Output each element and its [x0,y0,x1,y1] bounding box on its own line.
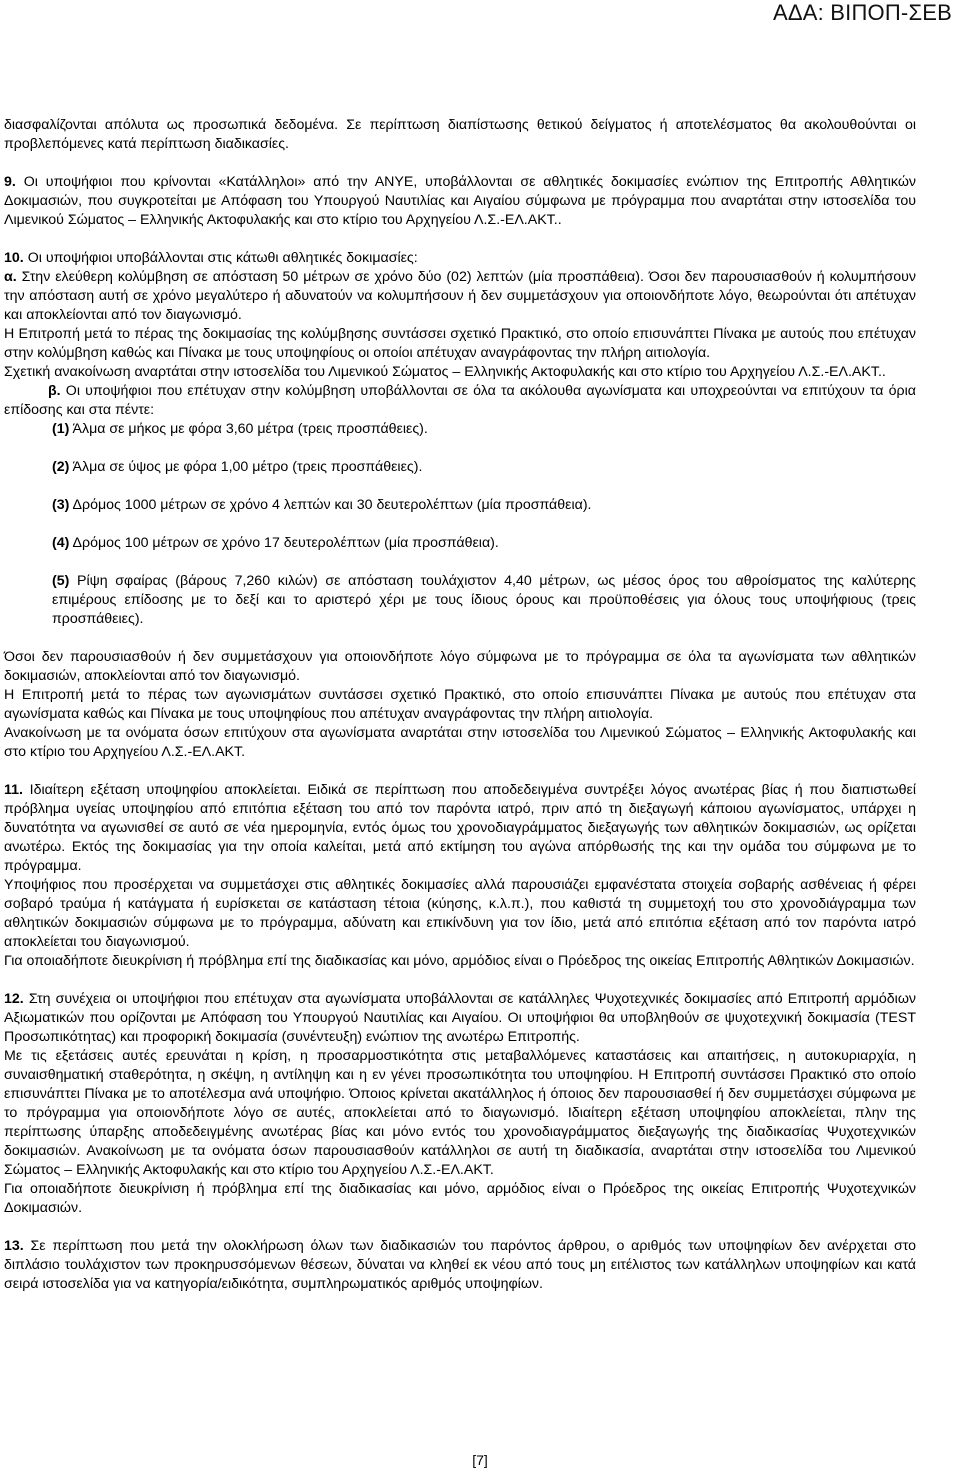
event-2-label: (2) [52,459,70,475]
section-10-after-1: Όσοι δεν παρουσιασθούν ή δεν συμμετάσχουν για οποιονδήποτε λόγο σύμφωνα με το πρόγραμμα σε όλα τα αγωνίσματα των αθλητικών δοκιμασιών, αποκλείονται από τον διαγωνισμό. [4,649,916,684]
event-1 [4,420,916,439]
event-4-text: Δρόμος 100 μέτρων σε χρόνο 17 δευτερολέπτων (μία προσπάθεια). [72,535,499,551]
event-5-label: (5) [52,573,70,589]
event-2-text: Άλμα σε ύψος με φόρα 1,00 μέτρο (τρεις προσπάθειες). [72,459,423,475]
section-10-after-3: Ανακοίνωση με τα ονόματα όσων επιτύχουν στα αγωνίσματα αναρτάται στην ιστοσελίδα του Λιμενικού Σώματος – Ελληνικής Ακτοφυλακής και στο κτίριο του Αρχηγείου Λ.Σ.-ΕΛ.ΑΚΤ. [4,725,916,760]
section-11-text: Ιδιαίτερη εξέταση υποψηφίου αποκλείεται. Ειδικά σε περίπτωση που αποδεδειγμένα συντρέξει λόγος ανωτέρας βίας ή που διαπιστωθεί πρόβλημα υγείας υποψηφίου από επιτόπια εξέταση του από τον παρόντα ιατρό, πριν από τη διεξαγωγή κάποιου αγωνίσματος, υπάρχει η δυνατότητα να αγωνισθεί σε αυτό σε νέα ημερομηνία, εντός όμως του χρονοδιαγράμματος διεξαγωγής των αθλητικών δοκιμασιών, ως ορίζεται ανωτέρω. [4,782,916,855]
section-13 [4,1237,916,1294]
item-a [4,268,916,325]
section-11-p2: Υποψήφιος που προσέρχεται να συμμετάσχει στις αθλητικές δοκιμασίες αλλά παρουσιάζει εμφανέστατα στοιχεία σοβαρής ασθένειας ή φέρει σοβαρό τραύμα ή κατάγματα ή ευρίσκεται σε κατάσταση τέτοια (κύησης, κ.λ.π.), που καθιστά τη συμμετοχή του στο χρονοδιάγραμμα των αθλητικών δοκιμασιών σύμφωνα με το πρόγραμμα, αδύνατη και επικίνδυνη για τον ίδιο, μετά από επιτόπια εξέταση από τον παρόντα ιατρό αποκλείεται του διαγωνισμού. [4,877,916,950]
item-a-label: α. [4,269,17,285]
intro-paragraph: διασφαλίζονται απόλυτα ως προσωπικά δεδομένα. Σε περίπτωση διαπίστωσης θετικού δείγματος ή αποτελέσματος θα ακολουθούνται οι προβλεπόμενες κατά περίπτωση διαδικασίες. [4,117,916,152]
event-1-label: (1) [52,421,70,437]
item-b-text: Οι υποψήφιοι που επέτυχαν στην κολύμβηση υποβάλλονται σε όλα τα ακόλουθα αγωνίσματα και υποχρεούνται να επιτύχουν τα όρια επίδοσης και στα πέντε: [4,383,916,418]
section-12-number: 12. [4,991,24,1007]
section-10-text: Οι υποψήφιοι υποβάλλονται στις κάτωθι αθλητικές δοκιμασίες: [27,250,418,266]
section-10-after-2: Η Επιτροπή μετά το πέρας των αγωνισμάτων συντάσσει σχετικό Πρακτικό, στο οποίο επισυνάπτει Πίνακα με αυτούς που επέτυχαν στα αγωνίσματα καθώς και Πίνακα με τους υποψηφίους που απέτυχαν αναγράφοντας την πλήρη αιτιολογία. [4,687,916,722]
section-9-number: 9. [4,174,16,190]
section-10-number: 10. [4,250,24,266]
event-3-text: Δρόμος 1000 μέτρων σε χρόνο 4 λεπτών και 30 δευτερολέπτων (μία προσπάθεια). [72,497,592,513]
event-2 [4,458,916,477]
event-1-text: Άλμα σε μήκος με φόρα 3,60 μέτρα (τρεις προσπάθειες). [72,421,428,437]
section-12-p3: Για οποιαδήποτε διευκρίνιση ή πρόβλημα επί της διαδικασίας και μόνο, αρμόδιος είναι ο Πρόεδρος της οικείας Επιτροπής Ψυχοτεχνικών Δοκιμασιών. [4,1181,916,1216]
section-13-text: Σε περίπτωση που μετά την ολοκλήρωση όλων των διαδικασιών του παρόντος άρθρου, ο αριθμός των υποψηφίων δεν ανέρχεται στο διπλάσιο τουλάχιστον των προκηρυσσόμενων θέσεων, δύναται να κληθεί εκ νέου από τους μη ειτέλιστος των κατάλληλων υποψηφίων και κατά σειρά ιστοσελίδα για να κατηγορία/ειδικότητα, συμπληρωματικός αριθμός υποψηφίων. [4,1238,916,1292]
section-9-text: Οι υποψήφιοι που κρίνονται «Κατάλληλοι» από την ΑΝΥΕ, υποβάλλονται σε αθλητικές δοκιμασίες ενώπιον της Επιτροπής Αθλητικών Δοκιμασιών, που συγκροτείται με Απόφαση του Υπουργού Ναυτιλίας και Αιγαίου σύμφωνα με πρόγραμμα που αναρτάται στην ιστοσελίδα του Λιμενικού Σώματος – Ελληνικής Ακτοφυλακής και στο κτίριο του Αρχηγείου Λ.Σ.-ΕΛ.ΑΚΤ.. [4,174,916,228]
item-b-label: β. [48,383,61,399]
section-12-text: Στη συνέχεια οι υποψήφιοι που επέτυχαν στα αγωνίσματα υποβάλλονται σε κατάλληλες Ψυχοτεχνικές δοκιμασίες από Επιτροπή αρμόδιων Αξιωματικών που ορίζονται με Απόφαση του Υπουργού Ναυτιλίας και Αιγαίου. Οι υποψήφιοι θα υποβληθούν σε ψυχοτεχνική δοκιμασία (TEST Προσωπικότητας) και προφορική δοκιμασία (συνέντευξη) ενώπιον της ανωτέρω Επιτροπής. [4,991,916,1045]
event-5 [4,572,916,629]
item-b [4,382,916,420]
event-4 [4,534,916,553]
event-5-text: Ρίψη σφαίρας (βάρους 7,260 κιλών) σε απόσταση τουλάχιστον 4,40 μέτρων, ως μέσος όρος του αθροίσματος της καλύτερης επιμέρους επίδοσης με το δεξί και το αριστερό χέρι με τους ίδιους όρους και προϋποθέσεις για όλους τους υποψήφιους (τρεις προσπάθειες). [52,573,916,627]
section-11-text-b: Εκτός της δοκιμασίας για την οποία καλείται, μετά από εκτίμηση του αγώνα απόρθωσής της και την ομάδα του σύμφωνα με το πρόγραμμα. [4,839,916,874]
ada-code: ΑΔΑ: ΒΙΠΟΠ-ΣΕΒ [772,0,952,25]
event-3-label: (3) [52,497,70,513]
section-13-number: 13. [4,1238,24,1254]
item-a-committee: Η Επιτροπή μετά το πέρας της δοκιμασίας της κολύμβησης συντάσσει σχετικό Πρακτικό, στο οποίο επισυνάπτει Πίνακα με αυτούς που επέτυχαν στην κολύμβηση καθώς και Πίνακα με τους υποψηφίους οι οποίοι απέτυχαν αναγράφοντας την πλήρη αιτιολογία. [4,326,916,361]
section-11-p3: Για οποιαδήποτε διευκρίνιση ή πρόβλημα επί της διαδικασίας και μόνο, αρμόδιος είναι ο Πρόεδρος της οικείας Επιτροπής Αθλητικών Δοκιμασιών. [4,953,915,969]
section-11 [4,781,916,876]
section-9 [4,173,916,230]
section-12-p2: Με τις εξετάσεις αυτές ερευνάται η κρίση, η προσαρμοστικότητα στις μεταβαλλόμενες καταστάσεις και απαιτήσεις, η αυτοκυριαρχία, η συναισθηματική σταθερότητα, η σκέψη, η αντίληψη και η εν γένει προσωπικότητα του υποψηφίου. Η Επιτροπή συντάσσει Πρακτικό στο οποίο επισυνάπτει Πίνακα με το αποτέλεσμα ανά υποψήφιο. Όποιος κρίνεται ακατάλληλος ή όποιος δεν παρουσιασθεί ή δεν συμμετάσχει σύμφωνα με το πρόγραμμα για οποιονδήποτε λόγο σε αυτές, αποκλείεται από το διαγωνισμό. Ιδιαίτερη εξέταση υποψηφίου αποκλείεται, πλην της περίπτωσης ύπαρξης αποδεδειγμένης ανωτέρας βίας και μόνο εντός του χρονοδιαγράμματος διεξαγωγής της διαδικασίας Ψυχοτεχνικών δοκιμασιών. Ανακοίνωση με τα ονόματα όσων παρουσιασθούν κατάλληλοι σε αυτή τη διαδικασία, αναρτάται στην ιστοσελίδα του Λιμενικού Σώματος – Ελληνικής Ακτοφυλακής και στο κτίριο του Αρχηγείου Λ.Σ.-ΕΛ.ΑΚΤ. [4,1048,916,1178]
section-11-number: 11. [4,782,23,798]
section-12 [4,990,916,1047]
section-10-heading [4,249,916,268]
document-body [4,116,916,1294]
event-4-label: (4) [52,535,70,551]
page-number: [7] [472,1452,488,1468]
item-a-text: Στην ελεύθερη κολύμβηση σε απόσταση 50 μέτρων σε χρόνο δύο (02) λεπτών (μία προσπάθεια). Όσοι δεν παρουσιασθούν ή κολυμπήσουν την απόσταση αυτή σε χρόνο μεγαλύτερο ή αδυνατούν να κολυμπήσουν ή δεν συμμετάσχουν για οποιονδήποτε λόγο, θεωρούνται ότι απέτυχαν και αποκλείονται από τον διαγωνισμό. [4,269,916,323]
event-3 [4,496,916,515]
item-a-announcement: Σχετική ανακοίνωση αναρτάται στην ιστοσελίδα του Λιμενικού Σώματος – Ελληνικής Ακτοφυλακής και στο κτίριο του Αρχηγείου Λ.Σ.-ΕΛ.ΑΚΤ.. [4,364,886,380]
